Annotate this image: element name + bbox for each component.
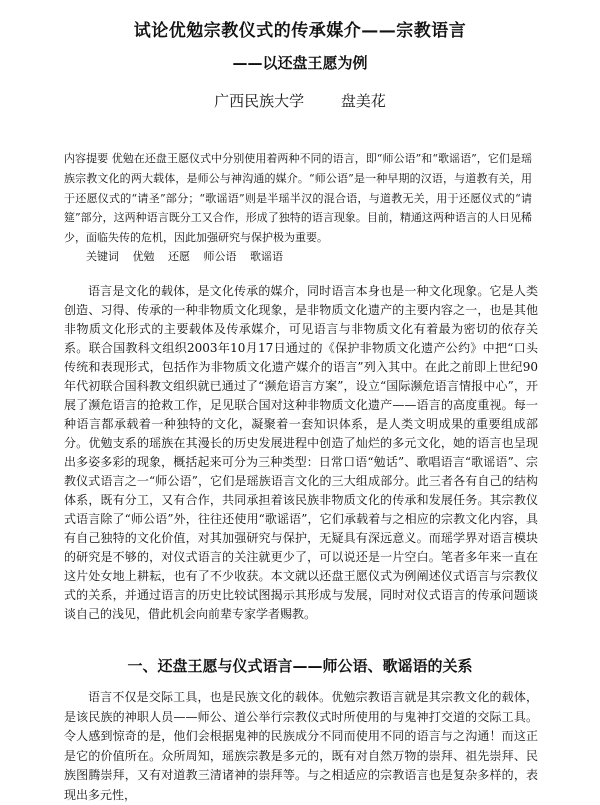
author-name: 盘美花: [340, 92, 386, 110]
section-paragraph: 语言不仅是交际工具，也是民族文化的载体。优勉宗教语言就是其宗教文化的载体，是该民族的神职人员——师公、道公举行宗教仪式时所使用的与鬼神打交道的交际工具。令人感到惊奇的是，他们会根据鬼神的民族成分不同而使用不同的语言与之沟通！而这正是它的价值所在。众所周知，瑶族宗教是多元的，既有对自然万物的崇拜、祖先崇拜、民族图腾崇拜，又有对道教三清诸神的崇拜等。与之相适应的宗教语言也是复杂多样的，表现出多元性，: [64, 690, 538, 802]
keywords: [86, 248, 293, 266]
keyword: 优勉: [132, 250, 155, 263]
keywords-label: 关键词: [86, 250, 119, 263]
institution: 广西民族大学: [214, 92, 305, 110]
abstract: 内容提要 优勉在还盘王愿仪式中分别使用着两种不同的语言，即“师公语”和“歌谣语”，它们是瑶族宗教文化的两大载体，是师公与神沟通的媒介。“师公语”是一种早期的汉语，与道教有关，用于还愿仪式的“请圣”部分；“歌谣语”则是半瑶半汉的混合语，与道教无关，用于还愿仪式的“请筵”部分，这两种语言既分工又合作，形成了独特的语言现象。目前，精通这两种语言的人日见稀少，面临失传的危机，因此加强研究与保护极为重要。: [64, 152, 532, 245]
keyword: 还愿: [168, 250, 190, 263]
section-heading: 一、还盘王愿与仪式语言——师公语、歌谣语的关系: [127, 657, 473, 675]
paper-title: 试论优勉宗教仪式的传承媒介——宗教语言: [133, 21, 467, 41]
paper-subtitle: ——以还盘王愿为例: [232, 54, 368, 72]
keyword: 师公语: [203, 250, 237, 263]
keyword: 歌谣语: [250, 250, 283, 263]
intro-paragraph: 语言是文化的载体，是文化传承的媒介，同时语言本身也是一种文化现象。它是人类创造、习得、传承的一种非物质文化现象，是非物质文化遗产的主要内容之一，也是其他非物质文化形式的主要载体及传承媒介，可见语言与非物质文化有着最为密切的依存关系。联合国教科文组织2003年10月17日通过的《保护非物质文化遗产公约》中把“口头传统和表现形式，包括作为非物质文化遗产媒介的语言”列入其中。在此之前即上世纪90年代初联合国科教文组织就已通过了“濒危语言方案”，设立“国际濒危语言情报中心”，开展了濒危语言的抢救工作，足见联合国对这种非物质文化遗产——语言的高度重视。每一种语言都承载着一种独特的文化，凝聚着一套知识体系，是人类文明成果的重要组成部分。优勉支系的瑶族在其漫长的历史发展进程中创造了灿烂的多元文化，她的语言也呈现出多姿多彩的现象，概括起来可分为三种类型：日常口语“勉话”、歌唱语言“歌谣语”、宗教仪式语言之一“师公语”，它们是瑶族语言文化的三大组成部分。此三者各有自己的结构体系，既有分工，又有合作，共同承担着该民族非物质文化的传承和发展任务。其宗教仪式语言除了“师公语”外，往往还使用“歌谣语”，它们承载着与之相应的宗教文化内容，具有自己独特的文化价值，对其加强研究与保护，无疑具有深远意义。而瑶学界对语言模块的研究是不够的，对仪式语言的关注就更少了，可以说还是一片空白。笔者多年来一直在这片处女地上耕耘，也有了不少收获。本文就以还盘王愿仪式为例阐述仪式语言与宗教仪式的关系，并通过语言的历史比较试图揭示其形成与发展，同时对仪式语言的传承问题谈谈自己的浅见，借此机会向前辈专家学者赐教。: [64, 284, 538, 621]
author-line: [0, 90, 600, 111]
